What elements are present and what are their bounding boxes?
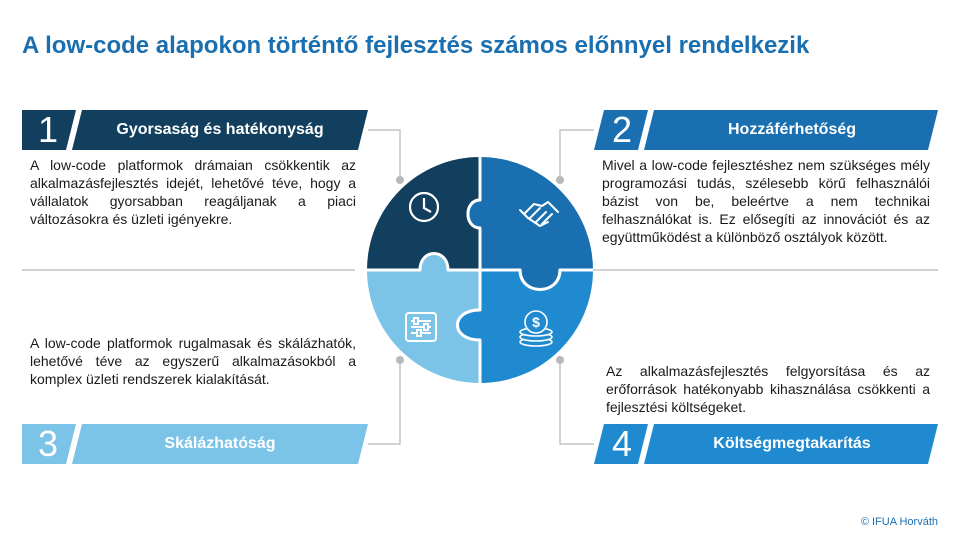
item-4-label: Költségmegtakarítás bbox=[713, 435, 871, 452]
item-3-number: 3 bbox=[37, 423, 59, 464]
item-1-label: Gyorsaság és hatékonyság bbox=[116, 121, 324, 138]
item-2-label: Hozzáférhetőség bbox=[727, 121, 857, 138]
puzzle-piece-1 bbox=[360, 150, 480, 270]
banner-3 bbox=[22, 424, 368, 464]
item-4-number: 4 bbox=[611, 423, 633, 464]
page-title: A low-code alapokon történtő fejlesztés számos előnnyel rendelkezik bbox=[22, 32, 810, 59]
item-2-number: 2 bbox=[611, 109, 633, 150]
copyright: © IFUA Horváth bbox=[860, 516, 938, 528]
item-4-description: Az alkalmazásfejlesztés felgyorsítása és az erőforrások hatékonyabb kihasználása csökkenti a fejlesztési költségeket. bbox=[606, 363, 930, 415]
item-3-label: Skálázhatóság bbox=[164, 435, 276, 452]
sliders-icon bbox=[406, 313, 436, 341]
item-1-number: 1 bbox=[37, 109, 59, 150]
item-1-description: A low-code platformok drámaian csökkentik az alkalmazásfejlesztés idejét, lehetővé téve, hogy a vállalatok gyorsabban reagáljanak a piaci változásokra és üzleti igényekre. bbox=[30, 157, 356, 227]
svg-text:$: $ bbox=[532, 314, 540, 330]
item-3-description: A low-code platformok rugalmasak és skálázhatók, lehetővé téve az egyszerű alkalmazásokból a komplex üzleti rendszerek kialakítását. bbox=[30, 335, 356, 387]
banner-1 bbox=[22, 110, 368, 150]
item-2-description: Mivel a low-code fejlesztéshez nem szükséges mély programozási tudás, szélesebb körű felhasználói bázist von be, beleértve a nem technikai felhasználókat is. Ez elősegíti az innovációt és az együttműködést a különböző osztályok között. bbox=[602, 157, 930, 245]
banner-2 bbox=[594, 110, 938, 150]
banner-4 bbox=[594, 424, 938, 464]
